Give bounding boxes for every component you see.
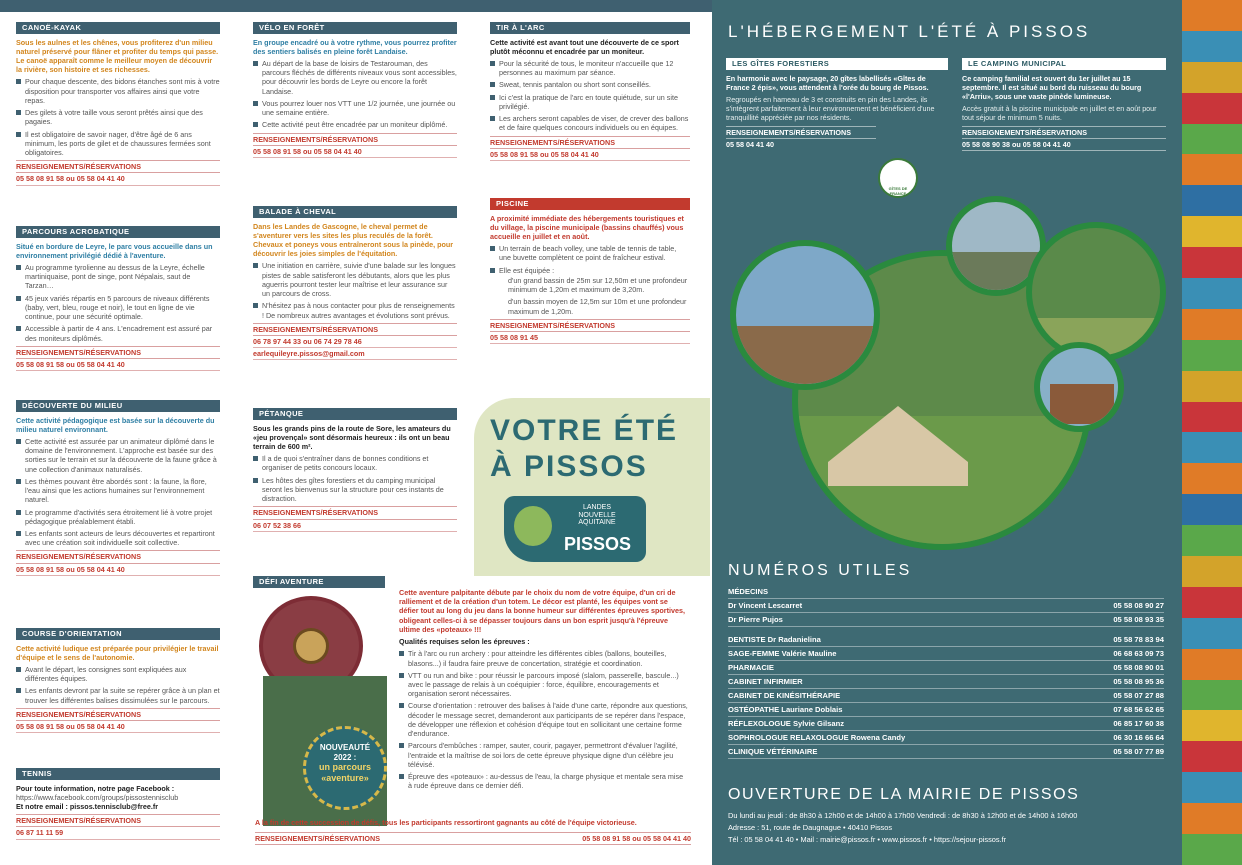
votre-ete-block [474, 398, 710, 576]
numero-name: CABINET INFIRMIER [728, 677, 803, 686]
color-stripe [1182, 216, 1242, 247]
decouverte-intro: Cette activité pédagogique est basée sur la découverte du milieu naturel environnant. [16, 415, 215, 434]
color-stripe [1182, 741, 1242, 772]
piscine-phone: 05 58 08 91 45 [490, 332, 690, 344]
mairie-contact[interactable]: Tél : 05 58 04 41 40 • Mail : mairie@pissos.fr • www.pissos.fr • https://sejour-pissos.fr [728, 834, 1007, 844]
tennis-title: TENNIS [16, 768, 220, 780]
numero-row [728, 647, 1164, 661]
tennis-rs: RENSEIGNEMENTS/RÉSERVATIONS [16, 814, 220, 827]
color-stripe [1182, 618, 1242, 649]
velo-rs: RENSEIGNEMENTS/RÉSERVATIONS [253, 133, 457, 146]
color-stripe [1182, 494, 1242, 525]
defi-epreuve: VTT ou run and bike : pour réussir le parcours imposé (slalom, passerelle, bascule...) avec le passage de relais à un coéquipier : force, équilibre, encouragements et organisation seront nécessaires. [399, 671, 689, 699]
gites-phone: 05 58 04 41 40 [726, 139, 774, 149]
numero-tel[interactable]: 05 58 08 95 36 [1113, 677, 1164, 686]
canoe-bullet: Pour chaque descente, des bidons étanches sont mis à votre disposition pour transporter vos affaires ainsi que votre repas. [16, 77, 220, 105]
gites-rs: RENSEIGNEMENTS/RÉSERVATIONS [726, 126, 876, 139]
color-stripe [1182, 93, 1242, 124]
defi-epreuve: Course d'orientation : retrouver des balises à l'aide d'une carte, répondre aux questions, décoder le message secret, demanderont aux participants de se repérer dans l'espace, de développer une réflexion et cohésion d'équipe tout en sollicitant une certaine forme d'endurance. [399, 701, 689, 738]
numero-row [728, 613, 1164, 627]
numero-tel[interactable]: 07 68 56 62 65 [1113, 705, 1164, 714]
color-stripe [1182, 463, 1242, 494]
numero-name: DENTISTE Dr Radanielina [728, 635, 821, 644]
numero-row [728, 731, 1164, 745]
petanque-phone: 06 07 52 38 66 [253, 520, 457, 532]
compass-icon [293, 628, 329, 664]
color-stripe [1182, 772, 1242, 803]
velo-bullet: Au départ de la base de loisirs de Testarouman, des parcours fléchés de différents niveaux vous sont accessibles, pour découvrir les bords de Leyre ou encore la forêt Landaise. [253, 59, 457, 96]
parcours-phone: 05 58 08 91 58 ou 05 58 04 41 40 [16, 359, 220, 371]
color-stripe [1182, 402, 1242, 433]
tir-title: TIR À L'ARC [490, 22, 690, 34]
numero-tel[interactable]: 05 58 08 90 01 [1113, 663, 1164, 672]
numero-name: PHARMACIE [728, 663, 774, 672]
tir-rs: RENSEIGNEMENTS/RÉSERVATIONS [490, 136, 690, 149]
color-stripe [1182, 803, 1242, 834]
camping-rs: RENSEIGNEMENTS/RÉSERVATIONS [962, 126, 1166, 139]
piscine-title: PISCINE [490, 198, 690, 210]
camping-section [962, 58, 1166, 151]
defi-epreuve: Tir à l'arc ou run archery : pour atteindre les différentes cibles (ballons, bouteilles, blasons...) il faudra faire preuve de concertation, stratégie et coordination. [399, 649, 689, 667]
petanque-rs: RENSEIGNEMENTS/RÉSERVATIONS [253, 506, 457, 519]
balade-phone: 06 78 97 44 33 ou 06 74 29 78 46 [253, 336, 457, 348]
defi-intro: Cette aventure palpitante débute par le choix du nom de votre équipe, d'un cri de ralliement et de la création d'un totem. Le décor est planté, les équipes vont se défier tout au long du jeu dans la bonne humeur sur différentes épreuves sportives, obligeant celles-ci à se dépasser toujours dans un bon esprit jusqu'à l'épreuve ultime des «poteaux» !!! [399, 588, 685, 634]
tennis-phone: 06 87 11 11 59 [16, 827, 220, 839]
piscine-bullet: Elle est équipée : [490, 266, 690, 275]
nouveaute-badge [303, 726, 387, 810]
numero-name: Dr Pierre Pujos [728, 615, 783, 624]
balade-email[interactable]: earlequileyre.pissos@gmail.com [253, 348, 457, 360]
votre-ete-title: VOTRE ÉTÉ [490, 414, 679, 447]
velo-title: VÉLO EN FORÊT [253, 22, 457, 34]
decouverte-phone: 05 58 08 91 58 ou 05 58 04 41 40 [16, 564, 220, 576]
gites-de-france-logo: GÎTES DE FRANCE [878, 158, 918, 198]
tennis-section [16, 768, 220, 840]
piscine-sub: d'un grand bassin de 25m sur 12,50m et une profondeur minimum de 1,20m et maximum de 3,20m. [508, 275, 688, 295]
tir-bullet: Les archers seront capables de viser, de crever des ballons et de faire quelques concours individuels ou en équipes. [490, 114, 690, 132]
piscine-section [490, 198, 690, 344]
color-stripe [1182, 649, 1242, 680]
defi-rs: RENSEIGNEMENTS/RÉSERVATIONS [255, 834, 381, 843]
balade-bullet: N'hésitez pas à nous contacter pour plus de renseignements ! De nombreux autres avantages et évolutions sont prévus. [253, 301, 457, 319]
numeros-list [728, 599, 1164, 759]
numero-tel[interactable]: 05 58 78 83 94 [1113, 635, 1164, 644]
logo-line: NOUVELLE [578, 511, 616, 519]
decouverte-bullet: Le programme d'activités sera étroitement lié à votre projet pédagogique préalablement établi. [16, 508, 220, 526]
color-stripe [1182, 556, 1242, 587]
tir-phone: 05 58 08 91 58 ou 05 58 04 41 40 [490, 149, 690, 161]
numero-tel[interactable]: 05 58 08 90 27 [1113, 601, 1164, 610]
badge-line: NOUVEAUTÉ [319, 743, 371, 752]
petanque-intro: Sous les grands pins de la route de Sore, les amateurs du «jeu provençal» sont désormais heureux : ils ont un beau terrain de 600 m². [253, 423, 451, 452]
numero-row [728, 633, 1164, 647]
gites-photo [730, 240, 880, 390]
decouverte-title: DÉCOUVERTE DU MILIEU [16, 400, 220, 412]
defi-section [253, 576, 693, 856]
camping-text: Accès gratuit à la piscine municipale en juillet et en août pour tout séjour de minimum 5 nuits. [962, 104, 1157, 123]
camping-phone: 05 58 08 90 38 ou 05 58 04 41 40 [962, 139, 1166, 151]
defi-q: Qualités requises selon les épreuves : [399, 637, 530, 647]
defi-fin: A la fin de cette succession de défis, tous les participants ressortiront gagnants au côté de l'équipe victorieuse. [255, 818, 637, 827]
orientation-bullet: Avant le départ, les consignes sont expliquées aux différentes équipes. [16, 665, 220, 683]
color-stripe [1182, 710, 1242, 741]
decouverte-bullet: Cette activité est assurée par un animateur diplômé dans le domaine de l'environnement. L'approche est basée sur des sorties sur le terrain et sur la découverte de la faune grâce à une collection d'animaux naturalisés. [16, 437, 220, 474]
numeros-title: NUMÉROS UTILES [728, 562, 913, 579]
landes-logo [504, 496, 646, 562]
color-stripe [1182, 62, 1242, 93]
camping-title: LE CAMPING MUNICIPAL [962, 58, 1166, 70]
numero-name: RÉFLEXOLOGUE Sylvie Gilsanz [728, 719, 845, 728]
numero-row [728, 745, 1164, 759]
camping-photo [1026, 222, 1166, 362]
velo-intro: En groupe encadré ou à votre rythme, vous pourrez profiter des sentiers balisés en pleine forêt Landaise. [253, 37, 457, 56]
parcours-bullet: 45 jeux variés répartis en 5 parcours de niveaux différents (baby, vert, bleu, rouge et noir), le tout en ligne de vie continue, pour une sécurité optimale. [16, 294, 220, 322]
canoe-bullet: Il est obligatoire de savoir nager, d'être âgé de 6 ans minimum, les ports de gilet et de chaussures fermées sont obligatoires. [16, 130, 220, 158]
piscine-bullet: Un terrain de beach volley, une table de tennis de table, une buvette complètent ce point de fraîcheur estival. [490, 244, 690, 262]
numero-tel[interactable]: 05 58 08 93 35 [1113, 615, 1164, 624]
mairie-hours: Du lundi au jeudi : de 8h30 à 12h00 et de 14h00 à 17h00 Vendredi : de 8h30 à 12h00 et de 14h00 à 16h00 [728, 811, 1078, 820]
tir-bullet: Sweat, tennis pantalon ou short sont conseillés. [490, 80, 690, 89]
color-stripe [1182, 371, 1242, 402]
numero-row [728, 689, 1164, 703]
tir-bullet: Pour la sécurité de tous, le moniteur n'accueille que 12 personnes au maximum par séance. [490, 59, 690, 77]
color-stripe [1182, 525, 1242, 556]
a-pissos-title: À PISSOS [490, 450, 648, 483]
badge-line: «aventure» [321, 772, 369, 783]
balade-intro: Dans les Landes de Gascogne, le cheval permet de s'aventurer vers les sites les plus reculés de la forêt. Chevaux et poneys vous entraîneront sous la pinède, pour découvrir les joies simples de l'équitation. [253, 221, 454, 259]
color-stripe [1182, 0, 1242, 31]
balade-title: BALADE À CHEVAL [253, 206, 457, 218]
petanque-title: PÉTANQUE [253, 408, 457, 420]
orientation-title: COURSE D'ORIENTATION [16, 628, 220, 640]
canoe-title: CANOË-KAYAK [16, 22, 220, 34]
numero-row [728, 599, 1164, 613]
color-stripe [1182, 247, 1242, 278]
defi-phone: 05 58 08 91 58 ou 05 58 04 41 40 [582, 834, 691, 843]
tennis-line: Pour toute information, notre page Facebook : [16, 783, 175, 793]
color-stripe [1182, 587, 1242, 618]
tennis-email[interactable]: Et notre email : pissos.tennisclub@free.fr [16, 802, 159, 812]
color-stripe [1182, 680, 1242, 711]
tir-bullet: Ici c'est la pratique de l'arc en toute quiétude, sur un site privilégié. [490, 93, 690, 111]
logo-line: AQUITAINE [578, 519, 616, 527]
tir-intro: Cette activité est avant tout une découverte de ce sport plutôt méconnu et encadrée par un moniteur. [490, 37, 679, 56]
balade-bullet: Une initiation en carrière, suivie d'une balade sur les longues pistes de sable satisferont les débutants, alors que les plus aguerris pourront tester leur maîtrise et leur assurance sur un parcours de cross. [253, 261, 457, 298]
numero-name: SOPHROLOGUE RELAXOLOGUE Rowena Candy [728, 733, 906, 742]
orientation-bullet: Les enfants devront par la suite se repérer grâce à un plan et trouver les différentes balises dissimulées sur le parcours. [16, 686, 220, 704]
numero-tel[interactable]: 06 85 17 60 38 [1113, 719, 1164, 728]
color-stripes [1182, 0, 1242, 865]
right-panel [712, 0, 1182, 865]
decouverte-bullet: Les enfants sont acteurs de leurs découvertes et repartiront avec une création soit individuelle soit collective. [16, 529, 220, 547]
color-stripe [1182, 278, 1242, 309]
parcours-intro: Situé en bordure de Leyre, le parc vous accueille dans un environnement privilégié dédié à l'aventure. [16, 241, 213, 260]
color-stripe [1182, 124, 1242, 155]
canoe-rs: RENSEIGNEMENTS/RÉSERVATIONS [16, 160, 220, 173]
canoe-phone: 05 58 08 91 58 ou 05 58 04 41 40 [16, 173, 220, 185]
balade-section [253, 206, 457, 360]
color-stripe [1182, 309, 1242, 340]
petanque-bullet: Il a de quoi s'entraîner dans de bonnes conditions et organiser de petits concours locaux. [253, 454, 457, 472]
numero-name: Dr Vincent Lescarret [728, 601, 803, 610]
numero-row [728, 675, 1164, 689]
color-stripe [1182, 31, 1242, 62]
numero-name: CABINET DE KINÉSITHÉRAPIE [728, 691, 841, 700]
tree-icon [514, 506, 552, 546]
color-stripe [1182, 340, 1242, 371]
orientation-phone: 05 58 08 91 58 ou 05 58 04 41 40 [16, 721, 220, 733]
gites-title: LES GÎTES FORESTIERS [726, 58, 948, 70]
tennis-facebook-link[interactable]: https://www.facebook.com/groups/pissostennisclub [16, 792, 179, 802]
defi-epreuve: Épreuve des «poteaux» : au-dessus de l'eau, la charge physique et mentale sera mise à rude épreuve dans ce dernier défi. [399, 772, 689, 790]
numero-tel[interactable]: 05 58 07 27 88 [1113, 691, 1164, 700]
logo-line: LANDES [582, 504, 611, 511]
numero-name: OSTÉOPATHE Lauriane Doblais [728, 705, 843, 714]
gites-text: Regroupés en hameau de 3 et construits en pin des Landes, ils s'intègrent parfaitement à leur environnement et bénéficient d'une tranquillité appréciée par nos résidents. [726, 95, 935, 123]
camping-intro: Ce camping familial est ouvert du 1er juillet au 15 septembre. Il est situé au bord du ruisseau du bourg «l'Arriu», sous une vaste pinède lumineuse. [962, 73, 1142, 102]
petanque-section [253, 408, 457, 532]
gites-section [726, 58, 948, 197]
parcours-title: PARCOURS ACROBATIQUE [16, 226, 220, 238]
numero-name: CLINIQUE VÉTÉRINAIRE [728, 747, 818, 756]
defi-title: DÉFI AVENTURE [253, 576, 385, 588]
balade-rs: RENSEIGNEMENTS/RÉSERVATIONS [253, 323, 457, 336]
numero-name: SAGE-FEMME Valérie Mauline [728, 649, 837, 658]
tir-section [490, 22, 690, 161]
numero-row [728, 661, 1164, 675]
color-stripe [1182, 154, 1242, 185]
decouverte-bullet: Les thèmes pouvant être abordés sont : la faune, la flore, l'eau ainsi que les actions humaines sur l'environnement naturel. [16, 477, 220, 505]
logo-pissos: PISSOS [564, 534, 632, 554]
color-stripe [1182, 432, 1242, 463]
badge-line: un parcours [318, 762, 371, 773]
orientation-intro: Cette activité ludique est préparée pour privilégier le travail d'équipe et le sens de l'autonomie. [16, 643, 219, 662]
decouverte-rs: RENSEIGNEMENTS/RÉSERVATIONS [16, 550, 220, 563]
orientation-section [16, 628, 220, 733]
numero-row [728, 703, 1164, 717]
petanque-bullet: Les hôtes des gîtes forestiers et du camping municipal seront les bienvenus sur la structure pour ces instants de distraction. [253, 476, 457, 504]
velo-bullet: Vous pourrez louer nos VTT une 1/2 journée, une journée ou une semaine entière. [253, 99, 457, 117]
top-bar [0, 0, 712, 12]
numero-tel[interactable]: 06 30 16 66 64 [1113, 733, 1164, 742]
color-stripe [1182, 834, 1242, 865]
badge-line: 2022 : [333, 752, 357, 762]
numero-tel[interactable]: 05 58 07 77 89 [1113, 747, 1164, 756]
mairie-title: OUVERTURE DE LA MAIRIE DE PISSOS [728, 786, 1080, 803]
parcours-section [16, 226, 220, 371]
decouverte-section [16, 400, 220, 576]
parcours-rs: RENSEIGNEMENTS/RÉSERVATIONS [16, 346, 220, 359]
medecins-label: MÉDECINS [728, 586, 1164, 599]
piscine-sub: d'un bassin moyen de 12,5m sur 10m et une profondeur maximum de 1,20m. [508, 297, 687, 316]
piscine-intro: A proximité immédiate des hébergements touristiques et du village, la piscine municipale (bassins chauffés) vous accueille en juillet et en août. [490, 213, 684, 242]
color-stripe [1182, 185, 1242, 216]
velo-bullet: Cette activité peut être encadrée par un moniteur diplômé. [253, 120, 457, 129]
parcours-bullet: Accessible à partir de 4 ans. L'encadrement est assuré par des moniteurs diplômés. [16, 324, 220, 342]
velo-phone: 05 58 08 91 58 ou 05 58 04 41 40 [253, 146, 457, 158]
chalet-photo [1034, 342, 1124, 432]
gites-intro: En harmonie avec le paysage, 20 gîtes labellisés «Gîtes de France 2 épis», vous attendent à l'orée du bourg de Pissos. [726, 73, 929, 92]
velo-section [253, 22, 457, 158]
piscine-rs: RENSEIGNEMENTS/RÉSERVATIONS [490, 319, 690, 332]
orientation-rs: RENSEIGNEMENTS/RÉSERVATIONS [16, 708, 220, 721]
canoe-section [16, 22, 220, 186]
hebergement-title: L'HÉBERGEMENT L'ÉTÉ À PISSOS [728, 22, 1091, 41]
canoe-bullet: Des gilets à votre taille vous seront prêtés ainsi que des pagaies. [16, 108, 220, 126]
mairie-address: Adresse : 51, route de Daugnague • 40410 Pissos [728, 822, 893, 832]
canoe-intro: Sous les aulnes et les chênes, vous profiterez d'un milieu naturel préservé pour flâner et profiter du temps qui passe. Le canoë apparaît comme le meilleur moyen de découvrir la rivière, son histoire et ses richesses. [16, 37, 219, 75]
parcours-bullet: Au programme tyrolienne au dessus de la Leyre, échelle martiniquaise, pont de singe, pont Népalais, saut de Tarzan… [16, 263, 220, 291]
numero-tel[interactable]: 06 68 63 09 73 [1113, 649, 1164, 658]
defi-epreuve: Parcours d'embûches : ramper, sauter, courir, pagayer, permettront d'évaluer l'agilité, l'entraide et la maîtrise de soi lors de cette épreuve physique digne d'un célèbre jeu télévisé. [399, 741, 689, 769]
numero-row [728, 717, 1164, 731]
